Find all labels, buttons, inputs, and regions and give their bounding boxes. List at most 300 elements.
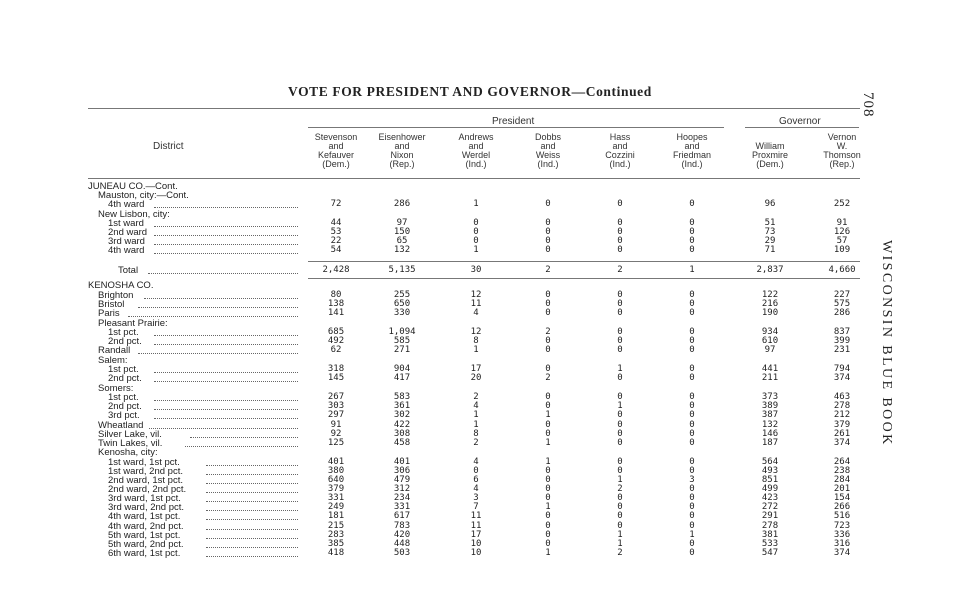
vote-cell: 547	[761, 548, 779, 558]
vote-cell: 374	[833, 373, 851, 383]
vote-cell: 4	[473, 457, 479, 467]
vote-cell: 278	[761, 521, 779, 531]
vote-cell: 0	[617, 199, 623, 209]
district-label: 2nd pct.	[108, 373, 142, 384]
vote-cell: 252	[833, 199, 851, 209]
vote-cell: 564	[761, 457, 779, 467]
vote-cell: 266	[833, 502, 851, 512]
page-title: VOTE FOR PRESIDENT AND GOVERNOR—Continued	[288, 84, 652, 99]
vote-cell: 0	[545, 227, 551, 237]
column-header	[444, 133, 508, 169]
vote-cell: 145	[327, 373, 345, 383]
vote-cell: 1	[473, 345, 479, 355]
vote-cell: 851	[761, 475, 779, 485]
leader-dots	[206, 537, 298, 539]
vote-cell: 0	[617, 236, 623, 246]
vote-cell: 17	[470, 364, 482, 374]
vote-cell: 331	[393, 502, 411, 512]
column-header-line: and	[394, 141, 410, 151]
vote-cell: 0	[617, 438, 623, 448]
vote-cell: 0	[545, 511, 551, 521]
vote-cell: 0	[617, 308, 623, 318]
column-header-line: (Dem.)	[322, 159, 350, 169]
column-header-line: Nixon	[390, 150, 414, 160]
vote-cell: 0	[689, 218, 695, 228]
vote-cell: 308	[393, 429, 411, 439]
vote-cell: 0	[689, 521, 695, 531]
vote-cell: 0	[689, 401, 695, 411]
vote-cell: 1	[617, 401, 623, 411]
vote-cell: 316	[833, 539, 851, 549]
district-label: 4th ward, 2nd pct.	[108, 521, 184, 532]
table-row	[0, 210, 964, 219]
vote-cell: 0	[617, 502, 623, 512]
vote-cell: 1	[473, 420, 479, 430]
table-row	[0, 309, 964, 318]
table-row	[0, 237, 964, 246]
column-header-line: Friedman	[672, 150, 711, 160]
vote-cell: 0	[617, 511, 623, 521]
vote-cell: 0	[545, 420, 551, 430]
vote-cell: 374	[833, 548, 851, 558]
leader-dots	[190, 436, 298, 438]
table-row	[0, 512, 964, 521]
vote-cell: 302	[393, 410, 411, 420]
leader-dots	[154, 234, 298, 236]
vote-cell: 0	[617, 493, 623, 503]
column-header-line: Proxmire	[751, 150, 788, 160]
vote-cell: 0	[545, 401, 551, 411]
vote-cell: 80	[330, 290, 342, 300]
group-rule-governor	[745, 127, 859, 128]
governor-group-header: Governor	[779, 116, 821, 127]
column-header-line: Kefauver	[317, 150, 355, 160]
vote-cell: 0	[473, 466, 479, 476]
vote-cell: 385	[327, 539, 345, 549]
vote-cell: 422	[393, 420, 411, 430]
leader-dots	[154, 243, 298, 245]
vote-cell: 0	[545, 290, 551, 300]
vote-cell: 418	[327, 548, 345, 558]
table-row	[0, 281, 964, 290]
column-header	[588, 133, 652, 169]
vote-cell: 0	[545, 308, 551, 318]
vote-cell: 0	[545, 429, 551, 439]
vote-cell: 286	[393, 199, 411, 209]
vote-cell: 215	[327, 521, 345, 531]
table-row	[0, 300, 964, 309]
vote-cell: 420	[393, 530, 411, 540]
district-label: 1st ward	[108, 218, 144, 229]
vote-cell: 610	[761, 336, 779, 346]
table-row	[0, 328, 964, 337]
vote-cell: 379	[833, 420, 851, 430]
vote-cell: 211	[761, 373, 779, 383]
vote-cell: 1	[545, 457, 551, 467]
vote-cell: 336	[833, 530, 851, 540]
vote-cell: 401	[393, 457, 411, 467]
vote-cell: 29	[764, 236, 776, 246]
district-label: 5th ward, 2nd pct.	[108, 539, 184, 550]
district-label: 4th ward, 1st pct.	[108, 511, 181, 522]
district-label: 4th ward	[108, 199, 145, 210]
table-row	[0, 346, 964, 355]
vote-cell: 54	[330, 245, 342, 255]
district-label: 2nd pct.	[108, 401, 142, 412]
column-header-line: (Rep.)	[829, 159, 855, 169]
vote-cell: 190	[761, 308, 779, 318]
vote-cell: 146	[761, 429, 779, 439]
vote-cell: 685	[327, 327, 345, 337]
vote-cell: 4	[473, 401, 479, 411]
vote-cell: 0	[689, 227, 695, 237]
vote-cell: 57	[836, 236, 848, 246]
vote-cell: 0	[617, 327, 623, 337]
vote-cell: 72	[330, 199, 342, 209]
vote-cell: 533	[761, 539, 779, 549]
vote-cell: 22	[330, 236, 342, 246]
vote-cell: 0	[617, 521, 623, 531]
column-header-line: (Ind.)	[609, 159, 631, 169]
vote-cell: 97	[764, 345, 776, 355]
leader-dots	[206, 482, 298, 484]
district-label: Paris	[98, 308, 120, 319]
column-header	[304, 133, 368, 169]
vote-cell: 379	[327, 484, 345, 494]
leader-dots	[144, 297, 298, 299]
vote-cell: 5,135	[388, 265, 416, 275]
vote-cell: 0	[617, 429, 623, 439]
vote-cell: 617	[393, 511, 411, 521]
district-label: 2nd ward	[108, 227, 148, 238]
vote-cell: 187	[761, 438, 779, 448]
total-rule	[308, 261, 860, 262]
leader-dots	[154, 206, 298, 208]
column-header-line: and	[328, 141, 344, 151]
column-header-line: Stevenson	[314, 132, 358, 142]
vote-cell: 0	[545, 199, 551, 209]
vote-cell: 2	[617, 548, 623, 558]
district-label: 3rd pct.	[108, 410, 140, 421]
district-label: 2nd pct.	[108, 336, 142, 347]
total-bottom-rule	[308, 278, 860, 279]
vote-cell: 91	[836, 218, 848, 228]
table-row	[0, 374, 964, 383]
vote-cell: 312	[393, 484, 411, 494]
vote-cell: 109	[833, 245, 851, 255]
vote-cell: 0	[617, 227, 623, 237]
column-header-line: (Dem.)	[756, 159, 784, 169]
vote-cell: 12	[470, 327, 482, 337]
vote-cell: 11	[470, 299, 482, 309]
vote-cell: 479	[393, 475, 411, 485]
leader-dots	[206, 555, 298, 557]
leader-dots	[154, 343, 298, 345]
vote-cell: 0	[689, 511, 695, 521]
vote-cell: 255	[393, 290, 411, 300]
vote-cell: 249	[327, 502, 345, 512]
district-label: KENOSHA CO.	[88, 280, 154, 291]
vote-cell: 0	[617, 218, 623, 228]
vote-cell: 2,428	[322, 265, 350, 275]
table-row	[0, 291, 964, 300]
vote-cell: 373	[761, 392, 779, 402]
column-header-line: Eisenhower	[378, 132, 426, 142]
column-header-line: Dobbs	[534, 132, 561, 142]
vote-cell: 1	[617, 539, 623, 549]
leader-dots	[206, 464, 298, 466]
vote-cell: 0	[689, 245, 695, 255]
vote-cell: 0	[545, 236, 551, 246]
vote-cell: 261	[833, 429, 851, 439]
vote-cell: 306	[393, 466, 411, 476]
vote-cell: 132	[761, 420, 779, 430]
vote-cell: 0	[689, 539, 695, 549]
vote-cell: 96	[764, 199, 776, 209]
vote-cell: 3	[473, 493, 479, 503]
leader-dots	[185, 445, 298, 447]
column-header-line: and	[468, 141, 484, 151]
vote-cell: 0	[689, 236, 695, 246]
district-label: Somers:	[98, 383, 134, 394]
vote-cell: 11	[470, 511, 482, 521]
vote-cell: 0	[545, 484, 551, 494]
leader-dots	[154, 225, 298, 227]
vote-cell: 0	[545, 530, 551, 540]
vote-cell: 0	[545, 245, 551, 255]
vote-cell: 723	[833, 521, 851, 531]
group-rule-president	[308, 127, 724, 128]
vote-cell: 2	[545, 373, 551, 383]
vote-cell: 2	[473, 392, 479, 402]
vote-cell: 0	[689, 493, 695, 503]
vote-cell: 267	[327, 392, 345, 402]
vote-cell: 3	[689, 475, 695, 485]
leader-dots	[206, 528, 298, 530]
vote-cell: 6	[473, 475, 479, 485]
column-header-line: and	[684, 141, 700, 151]
vote-cell: 10	[470, 548, 482, 558]
column-header-line: William	[755, 141, 785, 151]
district-label: Brighton	[98, 290, 134, 301]
vote-cell: 0	[689, 420, 695, 430]
vote-cell: 0	[617, 336, 623, 346]
district-label: Wheatland	[98, 420, 144, 431]
vote-cell: 1	[545, 502, 551, 512]
vote-cell: 91	[330, 420, 342, 430]
leader-dots	[138, 306, 298, 308]
vote-cell: 794	[833, 364, 851, 374]
district-label: 3rd ward, 2nd pct.	[108, 502, 185, 513]
district-label: 1st pct.	[108, 364, 139, 375]
vote-cell: 1	[545, 410, 551, 420]
vote-cell: 264	[833, 457, 851, 467]
vote-cell: 238	[833, 466, 851, 476]
vote-cell: 11	[470, 521, 482, 531]
column-header	[660, 133, 724, 169]
vote-cell: 1	[689, 265, 695, 275]
vote-cell: 330	[393, 308, 411, 318]
vote-cell: 650	[393, 299, 411, 309]
vote-cell: 0	[617, 466, 623, 476]
vote-cell: 318	[327, 364, 345, 374]
vote-cell: 0	[689, 327, 695, 337]
vote-cell: 4	[473, 484, 479, 494]
leader-dots	[154, 380, 298, 382]
district-label: Salem:	[98, 355, 128, 366]
vote-cell: 374	[833, 438, 851, 448]
vote-cell: 17	[470, 530, 482, 540]
vote-cell: 458	[393, 438, 411, 448]
leader-dots	[154, 371, 298, 373]
vote-cell: 1	[689, 530, 695, 540]
vote-cell: 837	[833, 327, 851, 337]
table-row	[0, 356, 964, 365]
column-header-line: Vernon	[827, 132, 857, 142]
vote-cell: 216	[761, 299, 779, 309]
vote-cell: 575	[833, 299, 851, 309]
district-label: Bristol	[98, 299, 125, 310]
table-row	[0, 191, 964, 200]
vote-cell: 0	[689, 548, 695, 558]
vote-cell: 492	[327, 336, 345, 346]
vote-cell: 0	[617, 290, 623, 300]
vote-cell: 65	[396, 236, 408, 246]
vote-cell: 212	[833, 410, 851, 420]
table-row	[0, 411, 964, 420]
vote-cell: 126	[833, 227, 851, 237]
vote-cell: 0	[545, 521, 551, 531]
vote-cell: 92	[330, 429, 342, 439]
vote-cell: 0	[545, 299, 551, 309]
vote-cell: 1	[617, 530, 623, 540]
column-header-line: Cozzini	[605, 150, 635, 160]
leader-dots	[149, 427, 298, 429]
vote-cell: 44	[330, 218, 342, 228]
vote-cell: 448	[393, 539, 411, 549]
district-label: 1st ward, 2nd pct.	[108, 466, 183, 477]
vote-cell: 399	[833, 336, 851, 346]
vote-cell: 62	[330, 345, 342, 355]
column-header-line: (Rep.)	[389, 159, 415, 169]
vote-cell: 503	[393, 548, 411, 558]
district-label: Silver Lake, vil.	[98, 429, 162, 440]
vote-cell: 0	[689, 308, 695, 318]
vote-cell: 387	[761, 410, 779, 420]
district-label: Randall	[98, 345, 131, 356]
vote-cell: 0	[617, 392, 623, 402]
vote-cell: 0	[545, 493, 551, 503]
vote-cell: 0	[473, 236, 479, 246]
leader-dots	[154, 417, 298, 419]
leader-dots	[128, 315, 298, 317]
vote-cell: 0	[617, 420, 623, 430]
vote-cell: 30	[470, 265, 482, 275]
column-header-line: W.	[836, 141, 848, 151]
vote-cell: 361	[393, 401, 411, 411]
vote-cell: 1	[473, 410, 479, 420]
column-header	[370, 133, 434, 169]
vote-cell: 0	[689, 466, 695, 476]
vote-cell: 0	[617, 299, 623, 309]
vote-cell: 516	[833, 511, 851, 521]
vote-cell: 150	[393, 227, 411, 237]
vote-cell: 499	[761, 484, 779, 494]
district-label: Mauston, city:—Cont.	[98, 190, 189, 201]
vote-cell: 0	[545, 336, 551, 346]
vote-cell: 122	[761, 290, 779, 300]
leader-dots	[206, 518, 298, 520]
vote-cell: 0	[617, 373, 623, 383]
vote-cell: 272	[761, 502, 779, 512]
vote-cell: 51	[764, 218, 776, 228]
district-label: 4th ward	[108, 245, 145, 256]
vote-cell: 331	[327, 493, 345, 503]
leader-dots	[138, 352, 298, 354]
leader-dots	[206, 500, 298, 502]
vote-cell: 1	[473, 245, 479, 255]
vote-cell: 0	[545, 364, 551, 374]
vote-cell: 904	[393, 364, 411, 374]
vote-cell: 2	[617, 265, 623, 275]
vote-cell: 0	[689, 429, 695, 439]
column-header	[516, 133, 580, 169]
vote-cell: 381	[761, 530, 779, 540]
vote-cell: 53	[330, 227, 342, 237]
district-label: Kenosha, city:	[98, 447, 158, 458]
column-header	[810, 133, 874, 169]
district-label: 1st pct.	[108, 327, 139, 338]
vote-cell: 493	[761, 466, 779, 476]
vote-cell: 231	[833, 345, 851, 355]
vote-cell: 585	[393, 336, 411, 346]
column-header-line: (Ind.)	[537, 159, 559, 169]
table-row	[0, 319, 964, 328]
table-row	[0, 402, 964, 411]
vote-cell: 0	[545, 466, 551, 476]
vote-cell: 401	[327, 457, 345, 467]
vote-cell: 283	[327, 530, 345, 540]
vote-cell: 0	[689, 502, 695, 512]
vote-cell: 71	[764, 245, 776, 255]
vote-cell: 423	[761, 493, 779, 503]
vote-cell: 2	[545, 327, 551, 337]
vote-cell: 8	[473, 429, 479, 439]
table-row	[0, 337, 964, 346]
president-group-header: President	[492, 116, 535, 127]
vote-cell: 0	[689, 392, 695, 402]
vote-cell: 201	[833, 484, 851, 494]
district-label: 2nd ward, 2nd pct.	[108, 484, 187, 495]
vote-cell: 1	[617, 475, 623, 485]
vote-cell: 0	[545, 475, 551, 485]
vote-cell: 2	[617, 484, 623, 494]
vote-cell: 125	[327, 438, 345, 448]
vote-cell: 286	[833, 308, 851, 318]
leader-dots	[154, 252, 298, 254]
leader-dots	[206, 546, 298, 548]
vote-cell: 297	[327, 410, 345, 420]
leader-dots	[148, 272, 298, 274]
vote-cell: 1	[617, 364, 623, 374]
vote-cell: 0	[617, 457, 623, 467]
district-label: 6th ward, 1st pct.	[108, 548, 181, 559]
district-label: 3rd ward, 1st pct.	[108, 493, 181, 504]
vote-cell: 0	[473, 218, 479, 228]
vote-cell: 0	[617, 410, 623, 420]
vote-cell: 0	[545, 539, 551, 549]
district-label: 1st ward, 1st pct.	[108, 457, 180, 468]
